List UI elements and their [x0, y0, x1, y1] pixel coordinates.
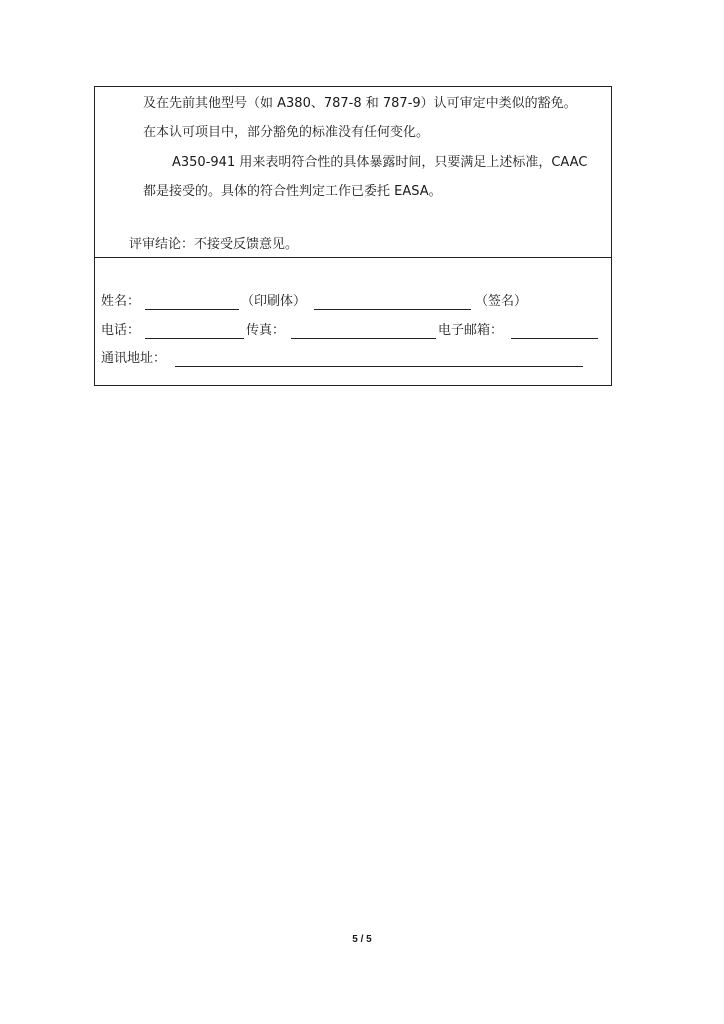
review-table — [94, 86, 612, 386]
body-line-3: A350-941 用来表明符合性的具体暴露时间，只要满足上述标准，CAAC — [172, 155, 588, 170]
review-conclusion: 评审结论：不接受反馈意见。 — [129, 237, 299, 252]
print-label: （印刷体） — [241, 294, 307, 309]
signature-label: （签名） — [475, 294, 528, 309]
body-line-2: 在本认可项目中，部分豁免的标准没有任何变化。 — [143, 125, 430, 140]
page-number: 5 / 5 — [352, 934, 372, 945]
signature-field[interactable] — [314, 309, 471, 310]
fax-field[interactable] — [291, 338, 436, 339]
contact-form-cell — [95, 258, 611, 386]
review-content-cell — [95, 87, 611, 258]
phone-label: 电话： — [101, 323, 141, 338]
name-print-field[interactable] — [145, 309, 239, 310]
body-line-1: 及在先前其他型号（如 A380、787-8 和 787-9）认可审定中类似的豁免。 — [143, 96, 577, 111]
email-field[interactable] — [511, 338, 598, 339]
address-label: 通讯地址： — [101, 351, 167, 366]
name-label: 姓名： — [101, 294, 141, 309]
fax-label: 传真： — [246, 323, 286, 338]
email-label: 电子邮箱： — [438, 323, 504, 338]
address-field[interactable] — [175, 366, 583, 367]
phone-field[interactable] — [145, 338, 244, 339]
body-line-4: 都是接受的。具体的符合性判定工作已委托 EASA。 — [143, 184, 442, 199]
